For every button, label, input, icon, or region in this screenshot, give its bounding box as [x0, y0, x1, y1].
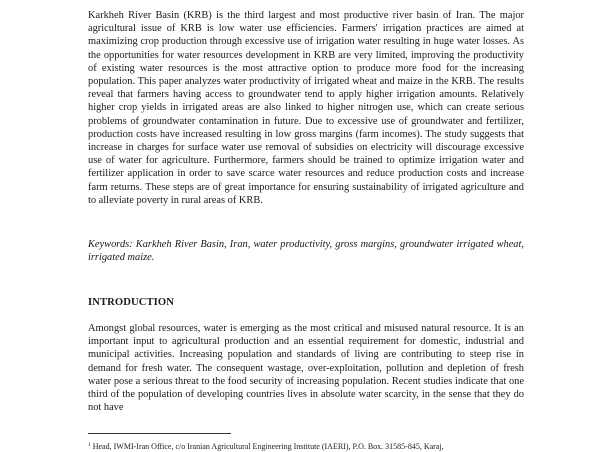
footnote-divider — [88, 433, 231, 434]
introduction-paragraph: Amongst global resources, water is emerging as the most critical and misused natural resource. It is an important input to agricultural production and an essential requirement for domestic, industrial and municipal activities. Increasing population and standards of living are contributing to steep rise in demand for fresh water. The consequent wastage, over-exploitation, pollution and depletion of fresh water pose a serious threat to the food security of increasing population. Recent studies indicate that one third of the population of developing countries lives in absolute water scarcity, in the sense that they do not have — [88, 323, 524, 414]
section-heading-introduction: INTRODUCTION — [88, 297, 174, 308]
footnote-marker: 1 — [88, 442, 91, 448]
footnote-text: Head, IWMI-Iran Office, c/o Iranian Agricultural Engineering Institute (IAERI), P.O. Box. 31585-845, Karaj, — [92, 442, 444, 451]
keywords-line: Keywords: Karkheh River Basin, Iran, water productivity, gross margins, groundwater irrigated wheat, irrigated maize. — [88, 239, 524, 264]
abstract-paragraph: Karkheh River Basin (KRB) is the third largest and most productive river basin of Iran. The major agricultural issue of KRB is low water use efficiencies. Farmers' irrigation practices are aimed at maximizing crop production through excessive use of irrigation water resulting in huge water losses. As the opportunities for water resources development in KRB are very limited, improving the productivity of existing water resources is the most attractive option to produce more food for the increasing population. This paper analyzes water productivity of irrigated wheat and maize in the KRB. The results reveal that farmers having access to groundwater tend to apply higher irrigation amounts. Relatively higher crop yields in irrigated areas are also linked to higher nitrogen use, which can create serious problems of groundwater contamination in future. Due to excessive use of groundwater and fertilizer, production costs have increased resulting in low gross margins (farm incomes). The study suggests that increase in charges for surface water use removal of subsidies on electricity will discourage excessive use of water for agriculture. Furthermore, farmers should be trained to optimize irrigation water and fertilizer application in order to save scarce water resources and reduce production costs and increase farm returns. These steps are of great importance for ensuring sustainability of irrigated agriculture and to alleviate poverty in rural areas of KRB. — [88, 10, 524, 206]
footnote — [88, 440, 524, 452]
